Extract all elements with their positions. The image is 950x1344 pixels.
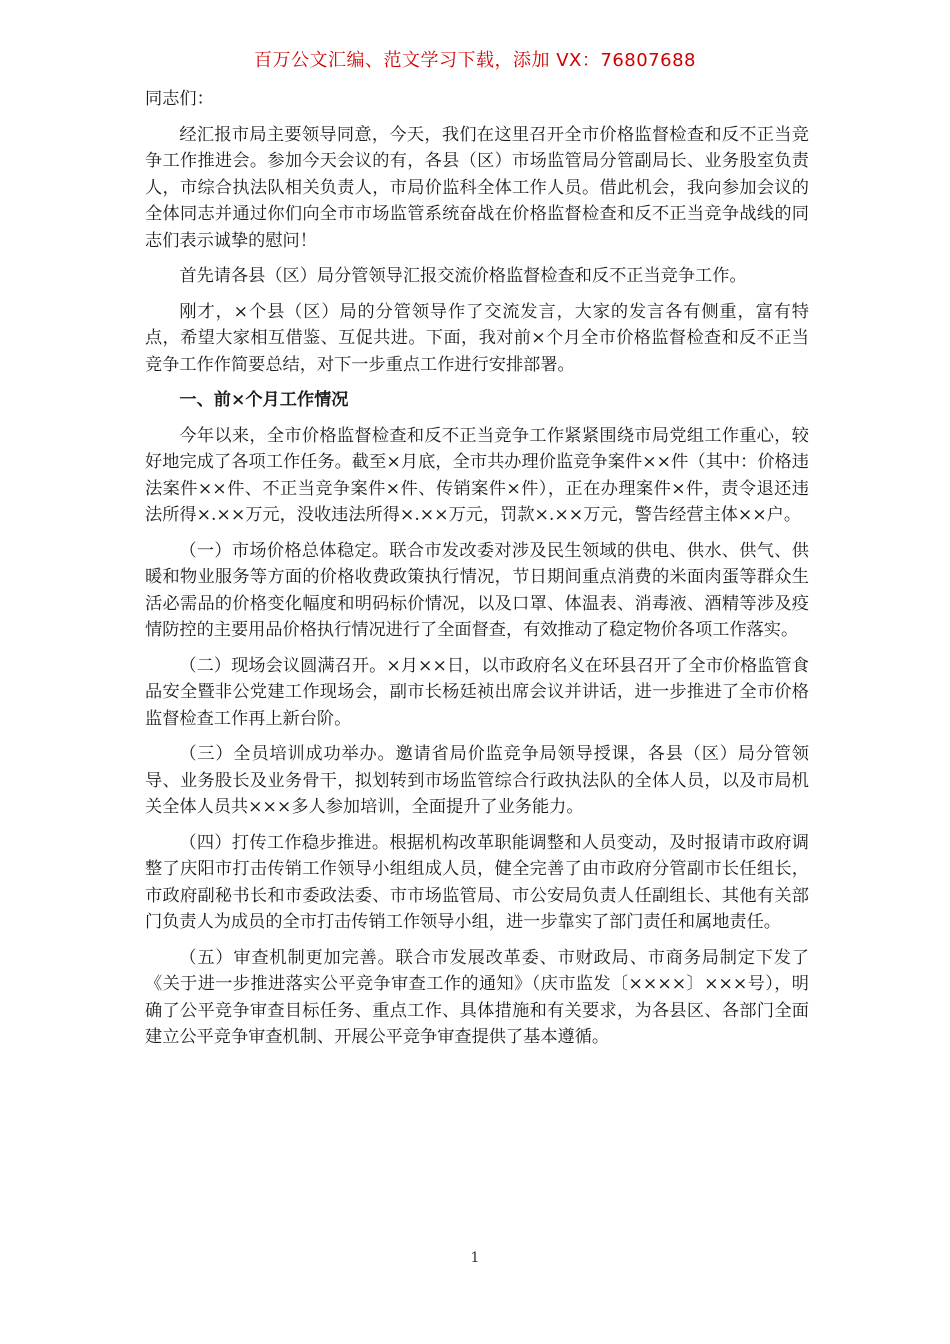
salutation: 同志们： bbox=[145, 89, 214, 109]
paragraph-item-2: （二）现场会议圆满召开。×月××日，以市政府名义在环县召开了全市价格监管食品安全暨非公党建工作现场会，副市长杨廷祯出席会议并讲话，进一步推进了全市价格监督检查工作再上新台阶。 bbox=[145, 655, 809, 729]
paragraph-transition: 刚才，×个县（区）局的分管领导作了交流发言，大家的发言各有侧重，富有特点，希望大家相互借鉴、互促共进。下面，我对前×个月全市价格监督检查和反不正当竞争工作作简要总结，对下一步重点工作进行安排部署。 bbox=[145, 301, 809, 375]
paragraph-summary: 今年以来，全市价格监督检查和反不正当竞争工作紧紧围绕市局党组工作重心，较好地完成了各项工作任务。截至×月底，全市共办理价监竞争案件××件（其中：价格违法案件××件、不正当竞争案件×件、传销案件×件），正在办理案件×件，责令退还违法所得×.××万元，没收违法所得×.××万元，罚款×.××万元，警告经营主体××户。 bbox=[145, 425, 809, 525]
paragraph-report-request: 首先请各县（区）局分管领导汇报交流价格监督检查和反不正当竞争工作。 bbox=[179, 266, 747, 286]
download-banner: 百万公文汇编、范文学习下载，添加 VX：76807688 bbox=[254, 50, 696, 71]
section-heading-1: 一、前×个月工作情况 bbox=[179, 390, 349, 410]
paragraph-item-4: （四）打传工作稳步推进。根据机构改革职能调整和人员变动，及时报请市政府调整了庆阳市打击传销工作领导小组组成人员，健全完善了由市政府分管副市长任组长，市政府副秘书长和市委政法委、市市场监管局、市公安局负责人任副组长、其他有关部门负责人为成员的全市打击传销工作领导小组，进一步靠实了部门责任和属地责任。 bbox=[145, 832, 809, 932]
paragraph-item-5: （五）审查机制更加完善。联合市发展改革委、市财政局、市商务局制定下发了《关于进一步推进落实公平竞争审查工作的通知》（庆市监发〔××××〕×××号），明确了公平竞争审查目标任务、重点工作、具体措施和有关要求，为各县区、各部门全面建立公平竞争审查机制、开展公平竞争审查提供了基本遵循。 bbox=[145, 947, 809, 1047]
paragraph-opening: 经汇报市局主要领导同意，今天，我们在这里召开全市价格监督检查和反不正当竞争工作推进会。参加今天会议的有，各县（区）市场监管局分管副局长、业务股室负责人，市综合执法队相关负责人，市局价监科全体工作人员。借此机会，我向参加会议的全体同志并通过你们向全市市场监管系统奋战在价格监督检查和反不正当竞争战线的同志们表示诚挚的慰问！ bbox=[145, 124, 809, 251]
page-number: 1 bbox=[470, 1250, 480, 1266]
document-body bbox=[145, 86, 809, 1060]
paragraph-item-1: （一）市场价格总体稳定。联合市发改委对涉及民生领域的供电、供水、供气、供暖和物业服务等方面的价格收费政策执行情况，节日期间重点消费的米面肉蛋等群众生活必需品的价格变化幅度和明码标价情况，以及口罩、体温表、消毒液、酒精等涉及疫情防控的主要用品价格执行情况进行了全面督查，有效推动了稳定物价各项工作落实。 bbox=[145, 540, 809, 640]
paragraph-item-3: （三）全员培训成功举办。邀请省局价监竞争局领导授课，各县（区）局分管领导、业务股长及业务骨干，拟划转到市场监管综合行政执法队的全体人员，以及市局机关全体人员共×××多人参加培训，全面提升了业务能力。 bbox=[145, 744, 809, 817]
